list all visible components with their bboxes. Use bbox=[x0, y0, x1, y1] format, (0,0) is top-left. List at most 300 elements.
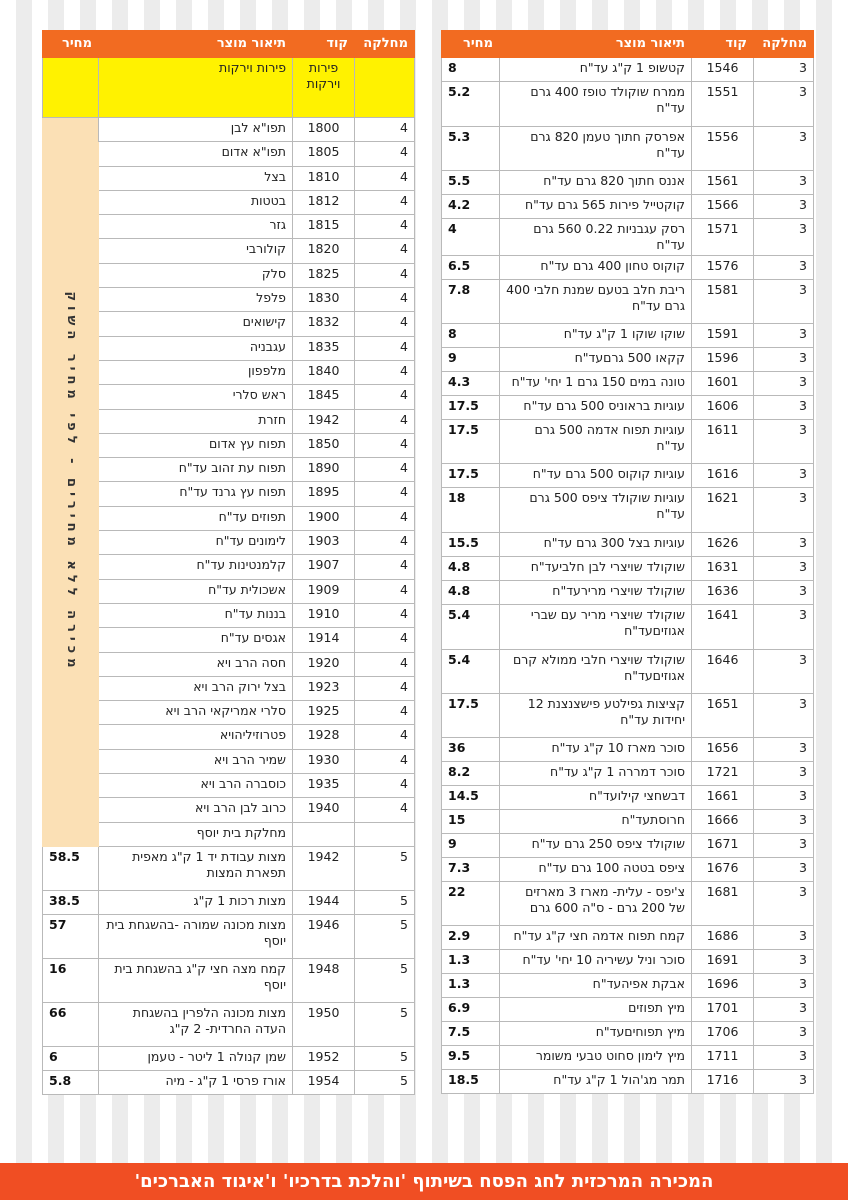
header-code: קוד bbox=[293, 31, 355, 58]
cell-code: 1930 bbox=[293, 749, 355, 773]
table-row bbox=[442, 488, 814, 533]
cell-dept: 3 bbox=[754, 738, 814, 762]
cell-desc: עוגיות בראוניס 500 גרם עד"ח bbox=[500, 396, 692, 420]
category-row-produce bbox=[43, 58, 415, 118]
cell-code: 1950 bbox=[293, 1002, 355, 1046]
cell-code: 1942 bbox=[293, 409, 355, 433]
cell-dept: 5 bbox=[355, 1070, 415, 1094]
cell-desc: לימונים עד"ח bbox=[99, 531, 293, 555]
cell-desc: שוקו שוקו 1 ק"ג עד"ח bbox=[500, 324, 692, 348]
table-row bbox=[442, 1046, 814, 1070]
cell-desc: קוקטייל פירות 565 גרם עד"ח bbox=[500, 195, 692, 219]
cell-dept: 4 bbox=[355, 288, 415, 312]
cell-dept: 4 bbox=[355, 433, 415, 457]
cell-code: 1805 bbox=[293, 142, 355, 166]
cell-desc: אננס חתוך 820 גרם עד"ח bbox=[500, 171, 692, 195]
cell-dept: 3 bbox=[754, 650, 814, 694]
cell-desc: פלפל bbox=[99, 288, 293, 312]
cell-code: 1948 bbox=[293, 958, 355, 1002]
table-row bbox=[442, 998, 814, 1022]
table-row bbox=[442, 171, 814, 195]
table-row bbox=[442, 950, 814, 974]
cell-code: 1621 bbox=[692, 488, 754, 533]
cell-price: 15 bbox=[442, 810, 500, 834]
cell-desc: חרוסתעד"ח bbox=[500, 810, 692, 834]
table-row bbox=[442, 533, 814, 557]
cell-desc: מצות עבודת יד 1 ק"ג מאפית תפארת המצות bbox=[99, 846, 293, 890]
cell-dept: 3 bbox=[754, 280, 814, 324]
header-price: מחיר bbox=[43, 31, 99, 58]
cell-code: 1656 bbox=[692, 738, 754, 762]
table-row bbox=[442, 834, 814, 858]
cell-code: 1914 bbox=[293, 628, 355, 652]
cell-desc: מיץ תפוזים bbox=[500, 998, 692, 1022]
table-header-row bbox=[43, 31, 415, 58]
cell-desc: שוקולד שויצרי חלבי ממולא קרם אגוזיםעד"ח bbox=[500, 650, 692, 694]
cell-code: 1840 bbox=[293, 360, 355, 384]
cell-price: 5.5 bbox=[442, 171, 500, 195]
cell-dept: 3 bbox=[754, 464, 814, 488]
cell-desc: גזר bbox=[99, 215, 293, 239]
cell-dept: 4 bbox=[355, 725, 415, 749]
cell-dept: 5 bbox=[355, 846, 415, 890]
header-code: קוד bbox=[692, 31, 754, 58]
cell-dept: 4 bbox=[355, 239, 415, 263]
cell-desc: סלרי אמריקאי הרב ויא bbox=[99, 701, 293, 725]
cell-price: 8 bbox=[442, 58, 500, 82]
cell-dept: 3 bbox=[754, 998, 814, 1022]
cell-dept: 3 bbox=[754, 786, 814, 810]
cell-code: 1676 bbox=[692, 858, 754, 882]
cell-code: 1835 bbox=[293, 336, 355, 360]
cell-price: 6.9 bbox=[442, 998, 500, 1022]
cell-code: 1907 bbox=[293, 555, 355, 579]
cell-price: 9 bbox=[442, 834, 500, 858]
cell-dept: 3 bbox=[754, 396, 814, 420]
cell-dept: 4 bbox=[355, 506, 415, 530]
cell-desc: בטטות bbox=[99, 190, 293, 214]
cell-desc: עוגיות שוקולד ציפס 500 גרם עד"ח bbox=[500, 488, 692, 533]
table-row bbox=[442, 195, 814, 219]
cell-dept: 4 bbox=[355, 409, 415, 433]
cell-dept: 3 bbox=[754, 1046, 814, 1070]
cell-code: 1845 bbox=[293, 385, 355, 409]
cell-desc: רסק עגבניות 0.22 560 גרם עד"ח bbox=[500, 219, 692, 256]
cell-desc: ממרח שוקולד טופז 400 גרם עד"ח bbox=[500, 82, 692, 127]
cell-dept: 4 bbox=[355, 190, 415, 214]
cell-price: 57 bbox=[43, 914, 99, 958]
header-desc: תיאור מוצר bbox=[500, 31, 692, 58]
cell-desc: מחלקת בית יוסף bbox=[99, 822, 293, 846]
cell-desc: מצות רכות 1 ק"ג bbox=[99, 890, 293, 914]
cell-desc: תפו"א לבן bbox=[99, 118, 293, 142]
cell-dept: 3 bbox=[754, 420, 814, 464]
cell-desc: פטרוזיליהויא bbox=[99, 725, 293, 749]
right-table-body bbox=[442, 58, 814, 1094]
cell-code: פירות וירקות bbox=[293, 58, 355, 118]
table-row bbox=[442, 650, 814, 694]
cell-code: 1696 bbox=[692, 974, 754, 998]
cell-code: 1711 bbox=[692, 1046, 754, 1070]
table-row bbox=[442, 464, 814, 488]
cell-code: 1954 bbox=[293, 1070, 355, 1094]
cell-desc: בננות עד"ח bbox=[99, 603, 293, 627]
cell-price: 4.8 bbox=[442, 557, 500, 581]
cell-code: 1556 bbox=[692, 127, 754, 171]
table-row bbox=[442, 810, 814, 834]
cell-code: 1546 bbox=[692, 58, 754, 82]
cell-desc: חסה הרב ויא bbox=[99, 652, 293, 676]
cell-price: 17.5 bbox=[442, 420, 500, 464]
table-row bbox=[442, 82, 814, 127]
table-row bbox=[442, 219, 814, 256]
cell-price: 4.2 bbox=[442, 195, 500, 219]
cell-dept: 5 bbox=[355, 958, 415, 1002]
cell-code: 1940 bbox=[293, 798, 355, 822]
cell-desc: בצל bbox=[99, 166, 293, 190]
cell-desc: מלפפון bbox=[99, 360, 293, 384]
cell-dept: 3 bbox=[754, 882, 814, 926]
table-row bbox=[442, 694, 814, 738]
cell-desc: עוגיות בצל 300 גרם עד"ח bbox=[500, 533, 692, 557]
cell-desc: כרוב לבן הרב ויא bbox=[99, 798, 293, 822]
cell-dept: 3 bbox=[754, 694, 814, 738]
cell-dept: 3 bbox=[754, 834, 814, 858]
cell-desc: שוקולד שויצרי לבן חלביעד"ח bbox=[500, 557, 692, 581]
cell-dept: 4 bbox=[355, 603, 415, 627]
cell-dept: 3 bbox=[754, 557, 814, 581]
cell-price: 17.5 bbox=[442, 464, 500, 488]
cell-dept: 5 bbox=[355, 1046, 415, 1070]
table-row bbox=[442, 372, 814, 396]
cell-dept: 3 bbox=[754, 1022, 814, 1046]
cell-dept: 4 bbox=[355, 701, 415, 725]
cell-dept: 3 bbox=[754, 533, 814, 557]
cell-code: 1890 bbox=[293, 458, 355, 482]
cell-desc: אבקת אפיהעד"ח bbox=[500, 974, 692, 998]
cell-code: 1671 bbox=[692, 834, 754, 858]
cell-price: 6.5 bbox=[442, 256, 500, 280]
cell-desc: תפו"א אדום bbox=[99, 142, 293, 166]
cell-desc: אשכולית עד"ח bbox=[99, 579, 293, 603]
cell-desc: עוגיות תפוח אדמה 500 גרם עד"ח bbox=[500, 420, 692, 464]
footer-banner: המכירה המרכזית לחג הפסח בשיתוף 'והלכת בדרכיו' ו'איגוד האברכים' bbox=[0, 1163, 848, 1200]
cell-code: 1815 bbox=[293, 215, 355, 239]
table-row bbox=[442, 974, 814, 998]
cell-desc: מיץ לימון סחוט טבעי משומר bbox=[500, 1046, 692, 1070]
cell-dept: 4 bbox=[355, 118, 415, 142]
cell-price: 15.5 bbox=[442, 533, 500, 557]
cell-dept: 4 bbox=[355, 482, 415, 506]
cell-dept: 4 bbox=[355, 360, 415, 384]
cell-dept: 3 bbox=[754, 256, 814, 280]
table-row bbox=[442, 420, 814, 464]
cell-dept: 3 bbox=[754, 195, 814, 219]
cell-price: 5.8 bbox=[43, 1070, 99, 1094]
cell-dept: 4 bbox=[355, 166, 415, 190]
cell-code: 1830 bbox=[293, 288, 355, 312]
cell-code: 1952 bbox=[293, 1046, 355, 1070]
cell-desc: קישואים bbox=[99, 312, 293, 336]
cell-code: 1810 bbox=[293, 166, 355, 190]
cell-code: 1626 bbox=[692, 533, 754, 557]
table-row bbox=[442, 127, 814, 171]
table-row bbox=[43, 1002, 415, 1046]
cell-dept: 3 bbox=[754, 974, 814, 998]
cell-desc: כוסברה הרב ויא bbox=[99, 774, 293, 798]
cell-code: 1661 bbox=[692, 786, 754, 810]
cell-price: 4.3 bbox=[442, 372, 500, 396]
cell-code: 1691 bbox=[692, 950, 754, 974]
cell-code: 1576 bbox=[692, 256, 754, 280]
cell-price: 17.5 bbox=[442, 694, 500, 738]
header-dept: מחלקה bbox=[754, 31, 814, 58]
table-row bbox=[43, 914, 415, 958]
cell-desc: טונה במים 150 גרם 1 יחי' עד"ח bbox=[500, 372, 692, 396]
cell-dept: 3 bbox=[754, 82, 814, 127]
cell-desc: תמר מג'הול 1 ק"ג עד"ח bbox=[500, 1070, 692, 1094]
table-row bbox=[43, 1046, 415, 1070]
cell-desc: ראש סלרי bbox=[99, 385, 293, 409]
cell-price: 1.3 bbox=[442, 950, 500, 974]
cell-code: 1928 bbox=[293, 725, 355, 749]
cell-code: 1832 bbox=[293, 312, 355, 336]
table-row bbox=[442, 256, 814, 280]
cell-desc: קטשופ 1 ק"ג עד"ח bbox=[500, 58, 692, 82]
cell-code: 1800 bbox=[293, 118, 355, 142]
cell-desc: סלק bbox=[99, 263, 293, 287]
cell-desc: קציצות גפילטע פישצנצנת 12 יחידות עד"ח bbox=[500, 694, 692, 738]
cell-desc: אפרסק חתוך טעמן 820 גרם עד"ח bbox=[500, 127, 692, 171]
market-price-band bbox=[43, 118, 99, 847]
cell-code: 1716 bbox=[692, 1070, 754, 1094]
cell-code bbox=[293, 822, 355, 846]
cell-dept: 3 bbox=[754, 171, 814, 195]
cell-price: 9 bbox=[442, 348, 500, 372]
cell-code: 1942 bbox=[293, 846, 355, 890]
market-price-note: מכירה ללא מחירים - לפי מחיר השוק bbox=[63, 291, 79, 673]
cell-code: 1825 bbox=[293, 263, 355, 287]
cell-dept: 3 bbox=[754, 219, 814, 256]
cell-desc: עגבניה bbox=[99, 336, 293, 360]
cell-dept: 4 bbox=[355, 142, 415, 166]
cell-price: 66 bbox=[43, 1002, 99, 1046]
cell-dept: 3 bbox=[754, 324, 814, 348]
cell-dept: 4 bbox=[355, 798, 415, 822]
cell-desc: ריבת חלב בטעם שמנת חלבי 400 גרם עד"ח bbox=[500, 280, 692, 324]
cell-dept: 4 bbox=[355, 215, 415, 239]
table-row bbox=[442, 762, 814, 786]
table-row bbox=[442, 348, 814, 372]
cell-code: 1935 bbox=[293, 774, 355, 798]
cell-code: 1850 bbox=[293, 433, 355, 457]
cell-code: 1636 bbox=[692, 581, 754, 605]
cell-price: 7.8 bbox=[442, 280, 500, 324]
cell-price: 7.3 bbox=[442, 858, 500, 882]
cell-code: 1571 bbox=[692, 219, 754, 256]
cell-price: 14.5 bbox=[442, 786, 500, 810]
cell-dept: 4 bbox=[355, 749, 415, 773]
table-row bbox=[43, 846, 415, 890]
cell-price: 1.3 bbox=[442, 974, 500, 998]
cell-dept: 5 bbox=[355, 914, 415, 958]
cell-price: 58.5 bbox=[43, 846, 99, 890]
cell-code: 1895 bbox=[293, 482, 355, 506]
cell-dept: 4 bbox=[355, 458, 415, 482]
cell-price: 8 bbox=[442, 324, 500, 348]
cell-desc: קולורבי bbox=[99, 239, 293, 263]
cell-dept: 4 bbox=[355, 652, 415, 676]
cell-dept: 3 bbox=[754, 58, 814, 82]
cell-code: 1681 bbox=[692, 882, 754, 926]
cell-desc: בצל ירוק הרב ויא bbox=[99, 676, 293, 700]
cell-desc: קוקוס טחון 400 גרם עד"ח bbox=[500, 256, 692, 280]
cell-dept: 3 bbox=[754, 858, 814, 882]
cell-price: 5.3 bbox=[442, 127, 500, 171]
cell-price: 17.5 bbox=[442, 396, 500, 420]
cell-price: 7.5 bbox=[442, 1022, 500, 1046]
cell-dept: 5 bbox=[355, 890, 415, 914]
cell-code: 1581 bbox=[692, 280, 754, 324]
cell-dept bbox=[355, 58, 415, 118]
cell-code: 1920 bbox=[293, 652, 355, 676]
header-dept: מחלקה bbox=[355, 31, 415, 58]
cell-code: 1666 bbox=[692, 810, 754, 834]
cell-dept: 4 bbox=[355, 336, 415, 360]
cell-dept: 3 bbox=[754, 372, 814, 396]
cell-desc: תפוח עץ גרנד עד"ח bbox=[99, 482, 293, 506]
cell-desc: קלמנטינות עד"ח bbox=[99, 555, 293, 579]
cell-desc: קמח תפוח אדמה חצי ק"ג עד"ח bbox=[500, 926, 692, 950]
table-row bbox=[442, 581, 814, 605]
products-table-right bbox=[441, 30, 814, 1094]
cell-desc: עוגיות קוקוס 500 גרם עד"ח bbox=[500, 464, 692, 488]
cell-code: 1820 bbox=[293, 239, 355, 263]
left-table-body bbox=[43, 58, 415, 1095]
cell-desc: תפוזים עד"ח bbox=[99, 506, 293, 530]
cell-desc: מצות מכונה שמורה -בהשגחת בית יוסף bbox=[99, 914, 293, 958]
table-row bbox=[442, 1022, 814, 1046]
cell-desc: פירות וירקות bbox=[99, 58, 293, 118]
table-row bbox=[442, 858, 814, 882]
cell-desc: תפוח עת זהוב עד"ח bbox=[99, 458, 293, 482]
cell-code: 1631 bbox=[692, 557, 754, 581]
cell-desc: שוקולד ציפס 250 גרם עד"ח bbox=[500, 834, 692, 858]
cell-desc: קמח מצה חצי ק"ג בהשגחת בית יוסף bbox=[99, 958, 293, 1002]
cell-dept: 4 bbox=[355, 555, 415, 579]
cell-dept: 4 bbox=[355, 676, 415, 700]
cell-code: 1944 bbox=[293, 890, 355, 914]
cell-desc: צ'יפס - עלית- מארז 3 מארזים של 200 גרם - ס"ה 600 גרם bbox=[500, 882, 692, 926]
cell-dept: 4 bbox=[355, 628, 415, 652]
cell-code: 1900 bbox=[293, 506, 355, 530]
table-row bbox=[442, 324, 814, 348]
cell-desc: קקאו 500 גרםעד"ח bbox=[500, 348, 692, 372]
cell-dept: 3 bbox=[754, 127, 814, 171]
cell-desc: אורז פרסי 1 ק"ג - מיה bbox=[99, 1070, 293, 1094]
cell-price bbox=[43, 58, 99, 118]
cell-code: 1591 bbox=[692, 324, 754, 348]
table-row bbox=[442, 605, 814, 650]
cell-dept bbox=[355, 822, 415, 846]
cell-desc: שמיר הרב ויא bbox=[99, 749, 293, 773]
cell-price: 16 bbox=[43, 958, 99, 1002]
cell-price: 4.8 bbox=[442, 581, 500, 605]
cell-code: 1616 bbox=[692, 464, 754, 488]
table-row bbox=[442, 557, 814, 581]
table-header-row bbox=[442, 31, 814, 58]
cell-price: 2.9 bbox=[442, 926, 500, 950]
table-row bbox=[442, 786, 814, 810]
cell-dept: 4 bbox=[355, 531, 415, 555]
table-row bbox=[442, 882, 814, 926]
table-row bbox=[442, 280, 814, 324]
cell-dept: 4 bbox=[355, 312, 415, 336]
table-row bbox=[442, 926, 814, 950]
cell-code: 1910 bbox=[293, 603, 355, 627]
cell-dept: 3 bbox=[754, 810, 814, 834]
table-row bbox=[43, 1070, 415, 1094]
table-row bbox=[442, 396, 814, 420]
table-row bbox=[43, 958, 415, 1002]
cell-dept: 4 bbox=[355, 385, 415, 409]
cell-desc: תפוח עץ אדום bbox=[99, 433, 293, 457]
cell-desc: דבשחצי קילועד"ח bbox=[500, 786, 692, 810]
cell-code: 1646 bbox=[692, 650, 754, 694]
cell-code: 1641 bbox=[692, 605, 754, 650]
cell-desc: שוקולד שויצרי מריר עם שברי אגוזיםעד"ח bbox=[500, 605, 692, 650]
cell-desc: ציפס בטטה 100 גרם עד"ח bbox=[500, 858, 692, 882]
cell-dept: 3 bbox=[754, 926, 814, 950]
cell-desc: מצות מכונה הלפרין בהשגחת העדה החרדית- 2 ק"ג bbox=[99, 1002, 293, 1046]
cell-code: 1909 bbox=[293, 579, 355, 603]
header-price: מחיר bbox=[442, 31, 500, 58]
cell-dept: 4 bbox=[355, 774, 415, 798]
cell-price: 6 bbox=[43, 1046, 99, 1070]
cell-code: 1925 bbox=[293, 701, 355, 725]
table-row bbox=[442, 1070, 814, 1094]
cell-price: 8.2 bbox=[442, 762, 500, 786]
cell-dept: 3 bbox=[754, 488, 814, 533]
cell-code: 1611 bbox=[692, 420, 754, 464]
cell-dept: 3 bbox=[754, 1070, 814, 1094]
products-table-left bbox=[42, 30, 415, 1095]
cell-price: 38.5 bbox=[43, 890, 99, 914]
cell-dept: 4 bbox=[355, 579, 415, 603]
cell-price: 36 bbox=[442, 738, 500, 762]
header-desc: תיאור מוצר bbox=[99, 31, 293, 58]
cell-price: 5.4 bbox=[442, 605, 500, 650]
cell-dept: 3 bbox=[754, 348, 814, 372]
cell-code: 1601 bbox=[692, 372, 754, 396]
cell-code: 1812 bbox=[293, 190, 355, 214]
cell-price: 18.5 bbox=[442, 1070, 500, 1094]
cell-code: 1946 bbox=[293, 914, 355, 958]
cell-code: 1566 bbox=[692, 195, 754, 219]
cell-code: 1686 bbox=[692, 926, 754, 950]
cell-dept: 3 bbox=[754, 581, 814, 605]
cell-price: 18 bbox=[442, 488, 500, 533]
cell-price: 9.5 bbox=[442, 1046, 500, 1070]
cell-desc: חזרת bbox=[99, 409, 293, 433]
cell-dept: 5 bbox=[355, 1002, 415, 1046]
cell-dept: 3 bbox=[754, 762, 814, 786]
cell-dept: 3 bbox=[754, 950, 814, 974]
cell-desc: סוכר דמררה 1 ק"ג עד"ח bbox=[500, 762, 692, 786]
cell-dept: 3 bbox=[754, 605, 814, 650]
cell-code: 1651 bbox=[692, 694, 754, 738]
cell-price: 22 bbox=[442, 882, 500, 926]
